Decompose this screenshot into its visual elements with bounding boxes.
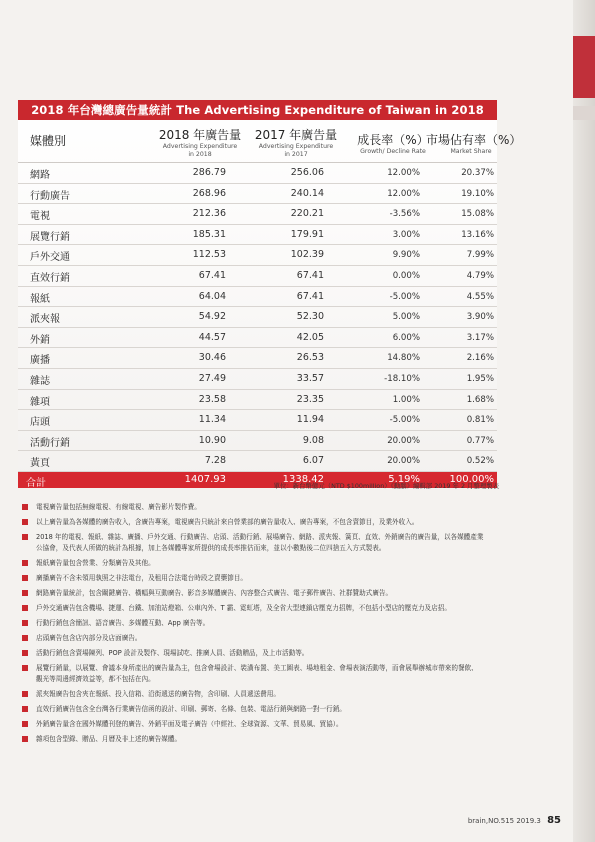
page-number: 85 — [547, 815, 561, 826]
note-text: 活動行銷包含賣場陳列、POP 設計及製作、現場試吃、推廣人員、活動贈品，及上市活動等。 — [36, 649, 309, 658]
table-row — [18, 225, 497, 246]
row-share: 0.81% — [466, 415, 494, 426]
row-2017: 33.57 — [296, 372, 324, 384]
row-growth: -18.10% — [384, 373, 420, 384]
table-title: 2018 年台灣總廣告量統計 The Advertising Expenditure of Taiwan in 2018 — [18, 100, 497, 120]
row-2018: 44.57 — [198, 331, 226, 343]
bullet-square-icon — [22, 605, 28, 611]
row-share: 13.16% — [461, 229, 494, 240]
table-row — [18, 410, 497, 431]
total-share: 100.00% — [449, 473, 494, 485]
row-2017: 11.94 — [296, 414, 324, 426]
bullet-square-icon — [22, 560, 28, 566]
note-text: 網路廣告量統計，包含關鍵廣告、橫幅與互動廣告、影音多媒體廣告、內容整合式廣告、電子郵件廣告、社群贊助式廣告。 — [36, 588, 393, 597]
note-item — [22, 663, 484, 684]
row-name: 戶外交通 — [30, 252, 70, 264]
note-text: 戶外交通廣告包含機場、捷運、台鐵、加油站燈箱、公車內外、T 霸、霓虹塔，及全省大型連鎖店壓克力招牌，不包括小型店的壓克力及店招。 — [36, 604, 451, 613]
issue-label: brain,NO.515 2019.3 — [467, 817, 541, 825]
note-text: 外銷廣告量含在國外媒體刊登的廣告、外銷平面及電子廣告（中經社、全球資源、文華、貿易風、貿協）。 — [36, 720, 343, 729]
row-2018: 10.90 — [198, 434, 226, 446]
row-growth: 20.00% — [387, 435, 420, 446]
row-share: 2.16% — [466, 353, 494, 364]
row-growth: 0.00% — [392, 270, 420, 281]
row-name: 廣播 — [30, 355, 50, 367]
total-growth: 5.19% — [388, 473, 420, 485]
row-name: 派夾報 — [30, 314, 60, 326]
row-share: 3.90% — [466, 312, 494, 323]
row-name: 報紙 — [30, 293, 50, 305]
row-name: 黃頁 — [30, 458, 50, 470]
row-2017: 240.14 — [290, 187, 324, 199]
source-note: 單位：新台幣億元（NTD $100million）《動腦》編輯部 2019 年 2 月整理製表 — [273, 482, 499, 490]
notes-list — [22, 502, 484, 749]
row-name: 直效行銷 — [30, 272, 70, 284]
row-2018: 11.34 — [198, 414, 226, 426]
bullet-square-icon — [22, 620, 28, 626]
note-item — [22, 558, 484, 569]
row-growth: 1.00% — [392, 394, 420, 405]
table-row — [18, 266, 497, 287]
row-2018: 54.92 — [198, 311, 226, 323]
note-item — [22, 517, 484, 528]
row-2017: 52.30 — [296, 311, 324, 323]
table-header — [18, 122, 522, 163]
row-2017: 9.08 — [302, 434, 324, 446]
note-item — [22, 618, 484, 629]
note-text: 廣播廣告不含未領用執照之非法電台，及租用合法電台時段之賣藥節目。 — [36, 573, 247, 582]
row-2017: 220.21 — [290, 208, 324, 220]
bullet-square-icon — [22, 706, 28, 712]
bullet-square-icon — [22, 590, 28, 596]
row-name: 展覽行銷 — [30, 231, 70, 243]
total-2017: 1338.42 — [282, 473, 324, 485]
table-row — [18, 307, 497, 328]
note-item — [22, 633, 484, 644]
row-name: 雜誌 — [30, 375, 50, 387]
row-name: 網路 — [30, 170, 50, 181]
row-name: 外銷 — [30, 334, 50, 346]
note-text: 電視廣告量包括無線電視、有線電視、廣告影片製作費。 — [36, 503, 201, 511]
row-2018: 268.96 — [192, 187, 226, 199]
table-row — [18, 328, 497, 349]
row-share: 0.77% — [466, 435, 494, 446]
row-2017: 26.53 — [296, 352, 324, 364]
row-share: 0.52% — [466, 456, 494, 467]
note-text: 行動行銷包含簡訊、語音廣告、多媒體互動、App 廣告等。 — [36, 619, 210, 628]
page-edge — [573, 0, 595, 842]
page-footer — [468, 815, 561, 826]
bullet-square-icon — [22, 519, 28, 525]
table-row — [18, 348, 497, 369]
note-item — [22, 532, 484, 553]
table-row — [18, 431, 497, 452]
row-name: 活動行銷 — [30, 437, 70, 449]
row-2018: 7.28 — [204, 455, 226, 467]
note-item — [22, 648, 484, 659]
bullet-square-icon — [22, 665, 28, 671]
row-2017: 6.07 — [302, 455, 324, 467]
header-2017: 2017 年廣告量 Advertising Expenditure in 2017 — [254, 128, 338, 158]
row-share: 7.99% — [466, 250, 494, 261]
ad-expenditure-table — [18, 122, 522, 489]
note-item — [22, 689, 484, 700]
table-row — [18, 204, 497, 225]
row-growth: 6.00% — [392, 332, 420, 343]
note-item — [22, 573, 484, 584]
note-item — [22, 502, 484, 513]
side-tab-secondary — [573, 106, 595, 120]
note-text: 直效行銷廣告包含全台灣各行業廣告信函的設計、印刷、郵寄、名條、包裝、電話行銷與網路一對一行銷。 — [36, 705, 346, 714]
row-share: 20.37% — [461, 168, 494, 178]
row-2017: 67.41 — [296, 290, 324, 302]
row-growth: 14.80% — [387, 353, 420, 364]
row-2017: 102.39 — [290, 249, 324, 261]
row-growth: 12.00% — [387, 188, 420, 199]
row-name: 店頭 — [30, 417, 50, 429]
bullet-square-icon — [22, 736, 28, 742]
row-2017: 23.35 — [296, 393, 324, 405]
row-growth: 9.90% — [392, 250, 420, 261]
row-growth: 5.00% — [392, 312, 420, 323]
row-name: 雜項 — [30, 396, 50, 408]
table-row — [18, 369, 497, 390]
bullet-square-icon — [22, 534, 28, 540]
row-growth: 3.00% — [392, 229, 420, 240]
note-item — [22, 719, 484, 730]
row-growth: -3.56% — [389, 209, 420, 220]
bullet-square-icon — [22, 504, 28, 510]
side-tab — [573, 36, 595, 98]
row-share: 4.79% — [466, 270, 494, 281]
total-label: 合計 — [26, 477, 46, 489]
note-text: 展覽行銷量，以展覽、會議本身所產出的廣告量為主，包含會場設計、裝潢布置、美工圖表、場地租金、會場表演活動等，而會展舉辦城市帶來的餐飲、觀光等周邊經濟效益等，都不包括在內。 — [36, 664, 478, 683]
header-2018: 2018 年廣告量 Advertising Expenditure in 2018 — [158, 128, 242, 158]
bullet-square-icon — [22, 650, 28, 656]
row-growth: -5.00% — [389, 291, 420, 302]
table-row — [18, 287, 497, 308]
header-media: 媒體別 — [30, 134, 67, 148]
header-share: 市場佔有率（%） Market Share — [426, 133, 522, 155]
bullet-square-icon — [22, 635, 28, 641]
row-2018: 212.36 — [192, 208, 226, 220]
bullet-square-icon — [22, 691, 28, 697]
note-text: 店頭廣告包含店內部分及店面廣告。 — [36, 634, 142, 643]
note-item — [22, 704, 484, 715]
row-2017: 67.41 — [296, 269, 324, 281]
note-item — [22, 603, 484, 614]
row-name: 電視 — [30, 211, 50, 223]
row-2018: 23.58 — [198, 393, 226, 405]
table-row — [18, 184, 497, 205]
row-share: 15.08% — [461, 209, 494, 220]
row-2017: 179.91 — [290, 228, 324, 240]
note-text: 派夾報廣告包含夾在報紙、投入信箱、沿街遞送的廣告物，含印刷、人員遞送費用。 — [36, 690, 280, 699]
note-text: 以上廣告量為各媒體的廣告收入，含廣告專案，電視廣告只統計來自營業部的廣告量收入、廣告專案，不包含賣節目，及業外收入。 — [36, 518, 419, 527]
row-2018: 286.79 — [192, 167, 226, 178]
header-growth: 成長率（%） Growth/ Decline Rate — [357, 133, 429, 155]
row-growth: -5.00% — [389, 415, 420, 426]
row-share: 3.17% — [466, 332, 494, 343]
row-2018: 64.04 — [198, 290, 226, 302]
row-share: 1.95% — [466, 373, 494, 384]
row-2017: 42.05 — [296, 331, 324, 343]
row-2017: 256.06 — [290, 167, 324, 178]
note-item — [22, 734, 484, 745]
row-2018: 30.46 — [198, 352, 226, 364]
row-2018: 27.49 — [198, 372, 226, 384]
table-row — [18, 390, 497, 411]
row-2018: 67.41 — [198, 269, 226, 281]
note-text: 雜項包含型錄、贈品、月曆及非上述的廣告媒體。 — [36, 735, 182, 744]
row-share: 1.68% — [466, 394, 494, 405]
row-growth: 20.00% — [387, 456, 420, 467]
note-text: 2018 年的電視、報紙、雜誌、廣播、戶外交通、行動廣告、店頭、活動行銷、展場廣告、網路、派夾報、簧頁、直效、外銷廣告的廣告量，以各媒體產業公協會，及代表人所做的統計為根據，加上各媒體專家所提供的成長率推估而來，並以小數點後二位四捨五入方式製表。 — [36, 533, 484, 552]
row-2018: 112.53 — [192, 249, 226, 261]
bullet-square-icon — [22, 575, 28, 581]
table-row — [18, 245, 497, 266]
row-name: 行動廣告 — [30, 190, 70, 202]
table-row — [18, 163, 497, 184]
row-growth: 12.00% — [387, 168, 420, 178]
total-2018: 1407.93 — [184, 473, 226, 485]
note-item — [22, 588, 484, 599]
row-share: 4.55% — [466, 291, 494, 302]
table-row — [18, 451, 497, 472]
note-text: 報紙廣告量包含營業、分類廣告及其他。 — [36, 558, 155, 567]
table-body — [18, 163, 497, 472]
bullet-square-icon — [22, 721, 28, 727]
row-share: 19.10% — [461, 188, 494, 199]
row-2018: 185.31 — [192, 228, 226, 240]
